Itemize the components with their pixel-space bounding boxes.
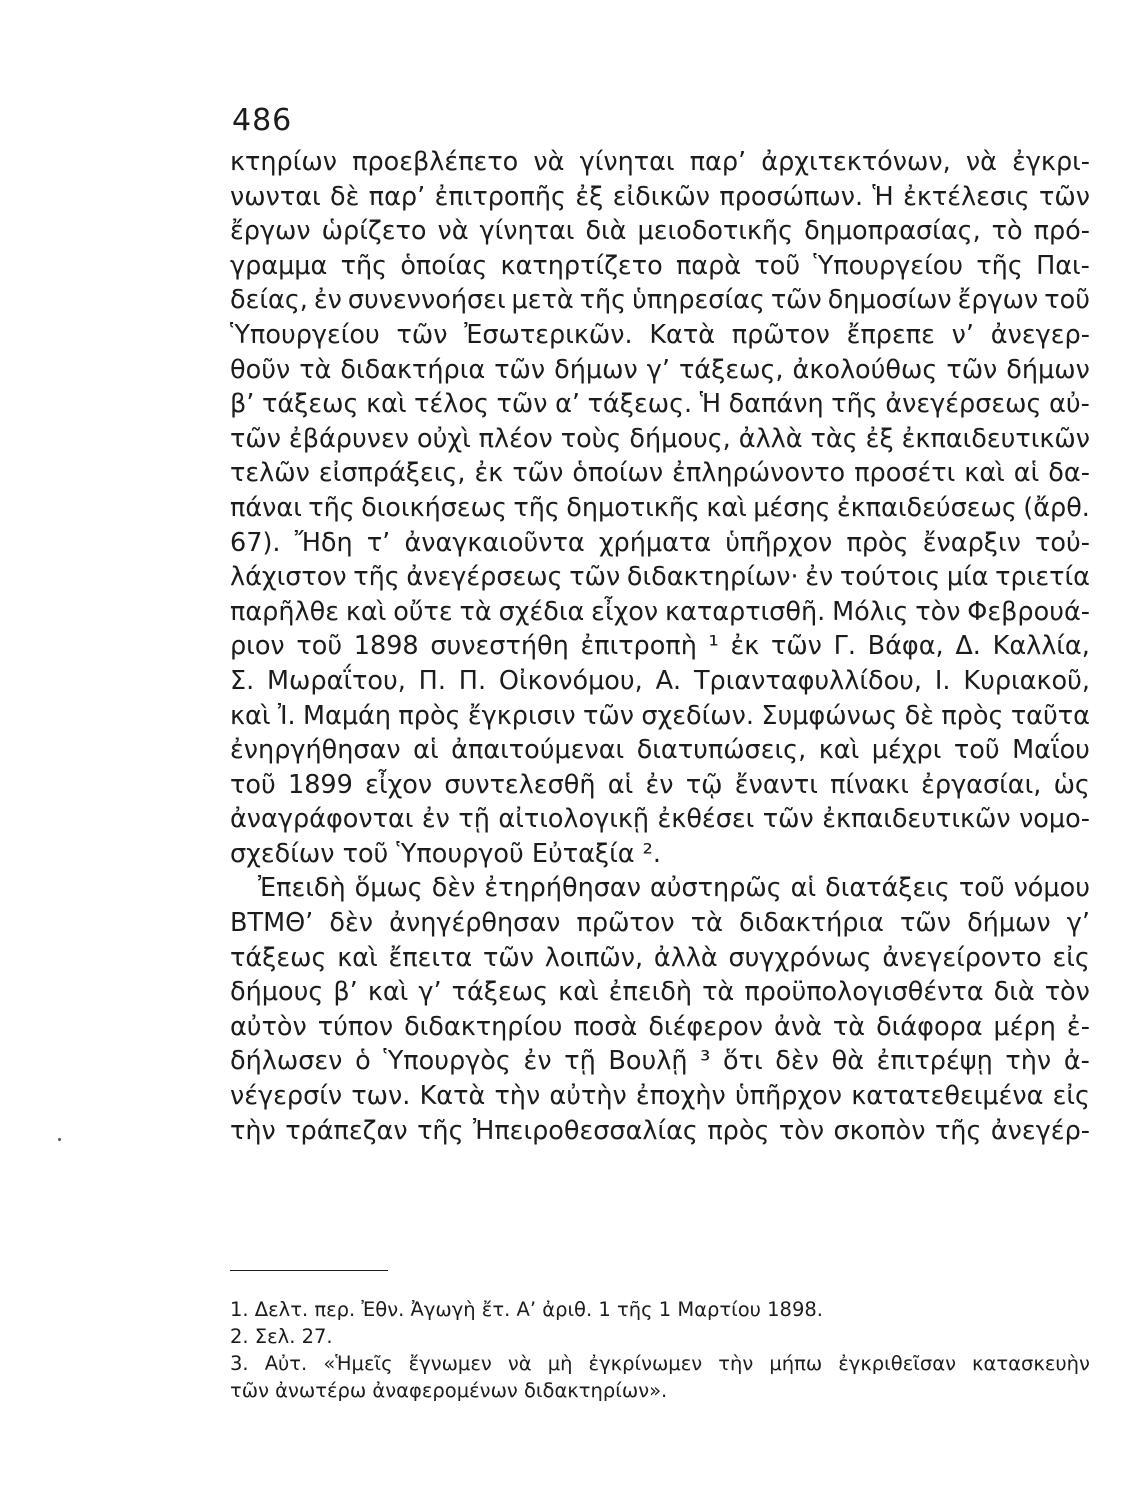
text-line: τελῶν εἰσπράξεις, ἐκ τῶν ὁποίων ἐπληρώνοντο προσέτι καὶ αἱ δα- bbox=[230, 458, 1090, 489]
text-line: πάναι τῆς διοικήσεως τῆς δημοτικῆς καὶ μέσης ἐκπαιδεύσεως (ἄρθ. bbox=[230, 492, 1090, 523]
text-line: κτηρίων προεβλέπετο νὰ γίνηται παρ’ ἀρχιτεκτόνων, νὰ ἐγκρι- bbox=[230, 147, 1090, 177]
text-line: δείας, ἐν συνεννοήσει μετὰ τῆς ὑπηρεσίας τῶν δημοσίων ἔργων τοῦ bbox=[230, 285, 1090, 316]
text-line: τῶν ἐβάρυνεν οὐχὶ πλέον τοὺς δήμους, ἀλλὰ τὰς ἐξ ἐκπαιδευτικῶν bbox=[230, 423, 1090, 454]
text-line: ΒΤΜΘ’ δὲν ἀνηγέρθησαν πρῶτον τὰ διδακτήρια τῶν δήμων γ’ bbox=[230, 908, 1090, 939]
text-line: ἐνηργήθησαν αἱ ἀπαιτούμεναι διατυπώσεις, καὶ μέχρι τοῦ Μαΐου bbox=[230, 735, 1090, 766]
footnote: 1. Δελτ. περ. Ἐθν. Ἀγωγὴ ἔτ. Α’ ἀριθ. 1 τῆς 1 Μαρτίου 1898. bbox=[230, 1298, 823, 1321]
page-number: 486 bbox=[232, 103, 293, 138]
body-text bbox=[230, 145, 1090, 1148]
footnotes bbox=[230, 1296, 1090, 1404]
text-line: τάξεως καὶ ἔπειτα τῶν λοιπῶν, ἀλλὰ συγχρόνως ἀνεγείροντο εἰς bbox=[230, 942, 1090, 973]
text-line: Σ. Μωραΐτου, Π. Π. Οἰκονόμου, Α. Τριανταφυλλίδου, Ι. Κυριακοῦ, bbox=[230, 665, 1090, 696]
scan-speck bbox=[58, 1138, 61, 1141]
text-line: ριον τοῦ 1898 συνεστήθη ἐπιτροπὴ ¹ ἐκ τῶν Γ. Βάφα, Δ. Καλλία, bbox=[230, 631, 1090, 662]
text-line: β’ τάξεως καὶ τέλος τῶν α’ τάξεως. Ἡ δαπάνη τῆς ἀνεγέρσεως αὐ- bbox=[230, 389, 1090, 420]
footnote: 2. Σελ. 27. bbox=[230, 1325, 333, 1348]
text-line: νωνται δὲ παρ’ ἐπιτροπῆς ἐξ εἰδικῶν προσώπων. Ἡ ἐκτέλεσις τῶν bbox=[230, 181, 1090, 212]
text-line: θοῦν τὰ διδακτήρια τῶν δήμων γ’ τάξεως, ἀκολούθως τῶν δήμων bbox=[230, 354, 1090, 385]
text-line: Ἐπειδὴ ὅμως δὲν ἐτηρήθησαν αὐστηρῶς αἱ διατάξεις τοῦ νόμου bbox=[258, 873, 1090, 904]
text-line: αὐτὸν τύπον διδακτηρίου ποσὰ διέφερον ἀνὰ τὰ διάφορα μέρη ἐ- bbox=[230, 1011, 1090, 1042]
text-line: ἀναγράφονται ἐν τῇ αἰτιολογικῇ ἐκθέσει τῶν ἐκπαιδευτικῶν νομο- bbox=[230, 804, 1090, 835]
footnote-continuation: τῶν ἀνωτέρω ἀναφερομένων διδακτηρίων». bbox=[230, 1379, 668, 1402]
text-line: δήλωσεν ὁ Ὑπουργὸς ἐν τῇ Βουλῇ ³ ὅτι δὲν θὰ ἐπιτρέψῃ τὴν ἀ- bbox=[230, 1046, 1090, 1077]
text-line: νέγερσίν των. Κατὰ τὴν αὐτὴν ἐποχὴν ὑπῆρχον κατατεθειμένα εἰς bbox=[230, 1081, 1090, 1112]
footnote-divider bbox=[230, 1270, 388, 1271]
text-line: παρῆλθε καὶ οὔτε τὰ σχέδια εἶχον καταρτισθῆ. Μόλις τὸν Φεβρουά- bbox=[230, 596, 1090, 627]
text-line: 67). Ἤδη τ’ ἀναγκαιοῦντα χρήματα ὑπῆρχον πρὸς ἔναρξιν τοὐ- bbox=[230, 527, 1090, 558]
text-line: δήμους β’ καὶ γ’ τάξεως καὶ ἐπειδὴ τὰ προϋπολογισθέντα διὰ τὸν bbox=[230, 977, 1090, 1008]
text-line: γραμμα τῆς ὁποίας κατηρτίζετο παρὰ τοῦ Ὑπουργείου τῆς Παι- bbox=[230, 250, 1090, 281]
text-line: Ὑπουργείου τῶν Ἐσωτερικῶν. Κατὰ πρῶτον ἔπρεπε ν’ ἀνεγερ- bbox=[230, 319, 1090, 350]
text-line: τοῦ 1899 εἶχον συντελεσθῆ αἱ ἐν τῷ ἔναντι πίνακι ἐργασίαι, ὡς bbox=[230, 769, 1090, 800]
text-line: ἔργων ὡρίζετο νὰ γίνηται διὰ μειοδοτικῆς δημοπρασίας, τὸ πρό- bbox=[230, 216, 1090, 247]
text-line: καὶ Ἰ. Μαμάη πρὸς ἔγκρισιν τῶν σχεδίων. Συμφώνως δὲ πρὸς ταῦτα bbox=[230, 700, 1090, 731]
text-line: λάχιστον τῆς ἀνεγέρσεως τῶν διδακτηρίων· ἐν τούτοις μία τριετία bbox=[230, 562, 1090, 593]
text-line: τὴν τράπεζαν τῆς Ἠπειροθεσσαλίας πρὸς τὸν σκοπὸν τῆς ἀνεγέρ- bbox=[230, 1115, 1090, 1146]
text-line: σχεδίων τοῦ Ὑπουργοῦ Εὐταξία ². bbox=[230, 838, 661, 869]
footnote: 3. Αὐτ. «Ἡμεῖς ἔγνωμεν νὰ μὴ ἐγκρίνωμεν τὴν μήπω ἐγκριθεῖσαν κατασκευὴν bbox=[230, 1352, 1090, 1375]
